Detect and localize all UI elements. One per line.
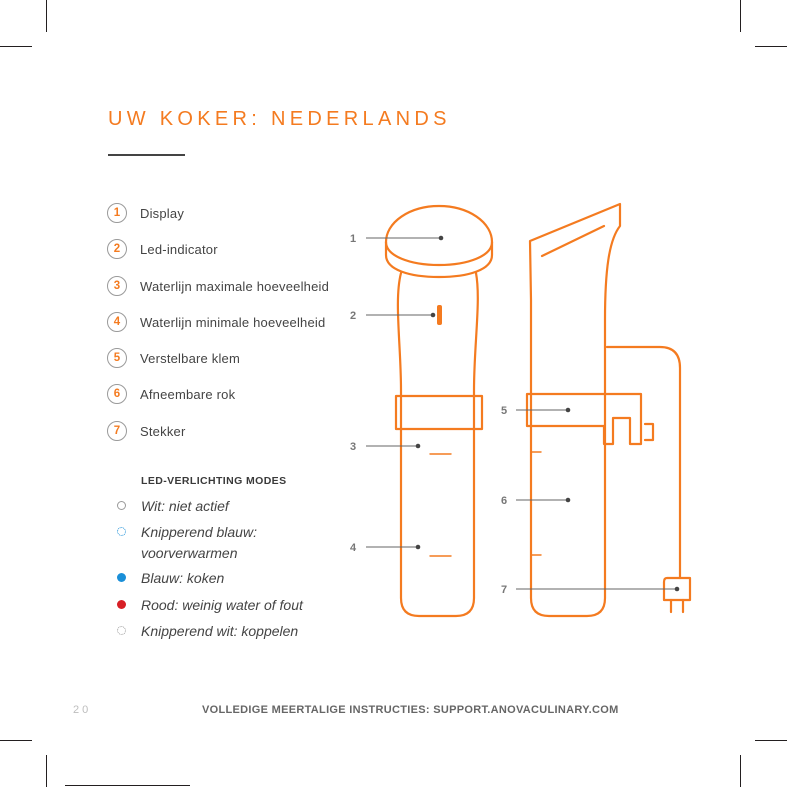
- part-label: Stekker: [140, 423, 186, 439]
- part-number-badge: 5: [107, 348, 127, 368]
- part-number-badge: 1: [107, 203, 127, 223]
- callout-number: 6: [501, 495, 508, 507]
- part-label: Verstelbare klem: [140, 350, 241, 366]
- power-cord: [607, 347, 680, 578]
- led-mode-label: Knipperend wit: koppelen: [141, 623, 299, 639]
- led-mode-label: Wit: niet actief: [141, 498, 229, 514]
- part-label: Led-indicator: [140, 241, 218, 257]
- part-label: Display: [140, 205, 185, 221]
- led-mode-label: Blauw: koken: [141, 570, 225, 586]
- led-mode-label: Knipperend blauw: voorverwarmen: [141, 524, 257, 561]
- callout-number: 4: [350, 542, 357, 554]
- display-edge-side: [542, 226, 604, 256]
- page-title: UW KOKER: NEDERLANDS: [108, 108, 451, 130]
- led-indicator-light: [437, 305, 442, 325]
- page-number: 20: [73, 704, 92, 716]
- callout-number: 1: [350, 233, 357, 245]
- part-number-badge: 7: [107, 421, 127, 441]
- callout-number: 2: [350, 310, 357, 322]
- led-modes-heading: LED-VERLICHTING MODES: [141, 475, 287, 487]
- part-label: Afneembare rok: [140, 386, 236, 402]
- display-face: [386, 242, 492, 265]
- callout-number: 3: [350, 441, 357, 453]
- led-mode-label: Rood: weinig water of fout: [141, 597, 303, 613]
- footer-instructions: VOLLEDIGE MEERTALIGE INSTRUCTIES: SUPPORT.ANOVACULINARY.COM: [202, 704, 619, 716]
- clamp-side: [527, 394, 641, 444]
- clamp-front: [396, 396, 482, 429]
- part-label: Waterlijn maximale hoeveelheid: [140, 278, 330, 294]
- callout-number: 5: [501, 405, 508, 417]
- part-label: Waterlijn minimale hoeveelheid: [140, 314, 326, 330]
- clamp-screw: [645, 424, 653, 440]
- callout-number: 7: [501, 584, 508, 596]
- part-number-badge: 2: [107, 239, 127, 259]
- part-number-badge: 3: [107, 276, 127, 296]
- display-top: [386, 206, 492, 277]
- part-number-badge: 4: [107, 312, 127, 332]
- part-number-badge: 6: [107, 384, 127, 404]
